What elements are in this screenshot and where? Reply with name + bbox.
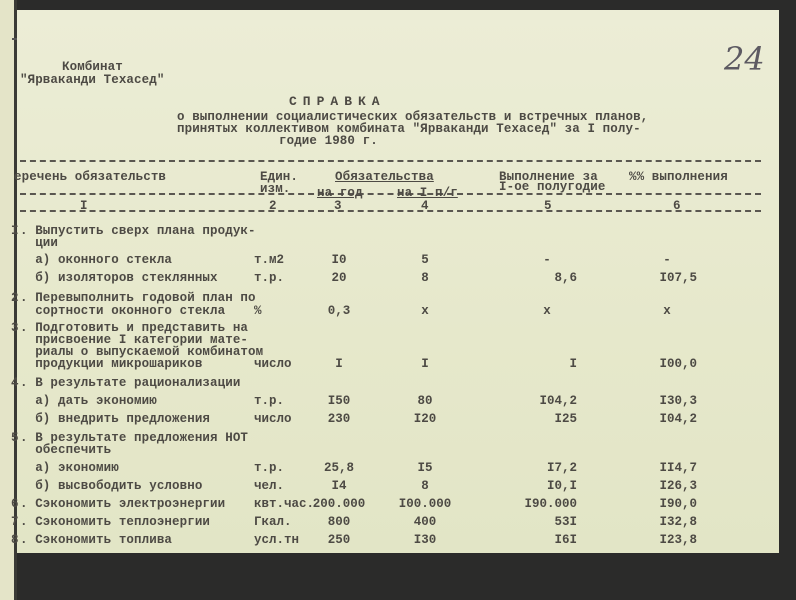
row-number: 2 [11,291,19,305]
row-number: 5 [11,431,19,445]
cell-half-year: 5 [421,253,429,267]
cell-unit: % [254,304,262,318]
cell-percent: II4,7 [659,461,697,475]
cell-half-year: x [421,304,429,318]
cell-percent: I04,2 [659,412,697,426]
row-description: продукции микрошариков [20,357,203,371]
row-description: а) дать экономию [20,394,157,408]
cell-year: 0,3 [327,304,351,318]
row-number: 3 [11,321,19,335]
cell-unit: квт.час. [254,497,315,511]
cell-unit: число [254,412,292,426]
cell-unit: Гкал. [254,515,292,529]
row-number: 7 [11,515,19,529]
cell-year: 800 [327,515,351,529]
cell-year: 200.000 [312,497,366,511]
row-description: а) оконного стекла [20,253,173,267]
cell-percent: x [663,304,671,318]
colnum-2: 2 [269,199,277,213]
row-number: 4 [11,376,19,390]
colnum-5: 5 [544,199,552,213]
organization-name: Комбинат [62,60,123,74]
row-number: 8 [11,533,19,547]
cell-done: I25 [554,412,577,426]
cell-done: I04,2 [539,394,577,408]
row-description: а) экономию [20,461,119,475]
cell-done: I7,2 [546,461,577,475]
cell-unit: чел. [254,479,285,493]
header-half: на I п/г [397,186,458,200]
cell-half-year: I20 [413,412,437,426]
cell-year: I4 [331,479,347,493]
header-year: на год [317,186,363,200]
header-obligations: Обязательства [335,170,434,184]
header-list: еречень обязательств [14,170,167,184]
cell-year: I0 [331,253,347,267]
header-done-2: I-ое полугодие [499,180,606,194]
row-description: . Сэкономить электроэнергии [20,497,226,511]
header-pct: %% выполнения [629,170,728,184]
cell-half-year: 8 [421,271,429,285]
cell-done: - [543,253,551,267]
row-description: . Подготовить и представить на [20,321,249,335]
subtitle-line-1: о выполнении социалистических обязательств и встречных планов, [177,110,649,124]
colnum-6: 6 [673,199,681,213]
cell-half-year: I00.000 [398,497,452,511]
colnum-4: 4 [421,199,429,213]
cell-year: I [335,357,343,371]
cell-percent: I30,3 [659,394,697,408]
cell-done: I90.000 [524,497,577,511]
cell-half-year: I5 [417,461,433,475]
row-description: . Перевыполнить годовой план по [20,291,256,305]
row-description: б) внедрить предложения [20,412,211,426]
cell-half-year: 400 [413,515,437,529]
cell-year: 230 [327,412,351,426]
cell-done: I6I [554,533,577,547]
subtitle-line-2: принятых коллективом комбината "Ярваканди Техасед" за I полу- [177,122,641,136]
cell-percent: I00,0 [659,357,697,371]
cell-year: 250 [327,533,351,547]
cell-unit: т.р. [254,394,285,408]
cell-unit: усл.тн [254,533,300,547]
row-description: сортности оконного стекла [20,304,226,318]
cell-year: I50 [327,394,351,408]
row-description: . Сэкономить теплоэнергии [20,515,211,529]
cell-done: 8,6 [554,271,577,285]
row-description: присвоение I категории мате- [20,333,249,347]
cell-half-year: I30 [413,533,437,547]
cell-year: 25,8 [323,461,354,475]
cell-half-year: 8 [421,479,429,493]
cell-unit: число [254,357,292,371]
handwritten-page-number: 24 [724,40,765,78]
document-title: СПРАВКА [289,94,386,109]
cell-percent: I90,0 [659,497,697,511]
cell-half-year: I [421,357,429,371]
header-unit-1: Един. [260,170,299,184]
cell-percent: I07,5 [659,271,697,285]
row-description: риалы о выпускаемой комбинатом [20,345,264,359]
cell-percent: I26,3 [659,479,697,493]
cell-unit: т.м2 [254,253,285,267]
cell-unit: т.р. [254,461,285,475]
row-description: . В результате рационализации [20,376,241,390]
cell-percent: - [663,253,671,267]
cell-half-year: 80 [417,394,433,408]
cell-year: 20 [331,271,347,285]
cell-done: x [543,304,551,318]
cell-unit: т.р. [254,271,285,285]
row-description: б) высвободить условно [20,479,203,493]
row-description: обеспечить [20,443,112,457]
subtitle-line-3: годие 1980 г. [279,134,378,148]
row-description: . Выпустить сверх плана продук- [20,224,256,238]
cell-percent: I32,8 [659,515,697,529]
header-unit-2: изм. [260,182,291,196]
header-done-1: Выполнение за [499,170,598,184]
row-description: ции [20,236,59,250]
row-number: 6 [11,497,19,511]
row-description: . Сэкономить топлива [20,533,173,547]
cell-done: I [569,357,577,371]
document-page [11,10,779,553]
cell-done: 53I [554,515,577,529]
organization-name-2: "Ярваканди Техасед" [20,73,165,87]
table-header-rule [20,193,761,195]
cell-percent: I23,8 [659,533,697,547]
table-numbers-rule [20,210,761,212]
row-description: б) изоляторов стеклянных [20,271,218,285]
colnum-1: I [80,199,88,213]
row-description: . В результате предложения НОТ [20,431,249,445]
cell-done: I0,I [546,479,577,493]
colnum-3: 3 [334,199,342,213]
table-top-rule [20,160,761,162]
row-number: I [11,224,19,238]
